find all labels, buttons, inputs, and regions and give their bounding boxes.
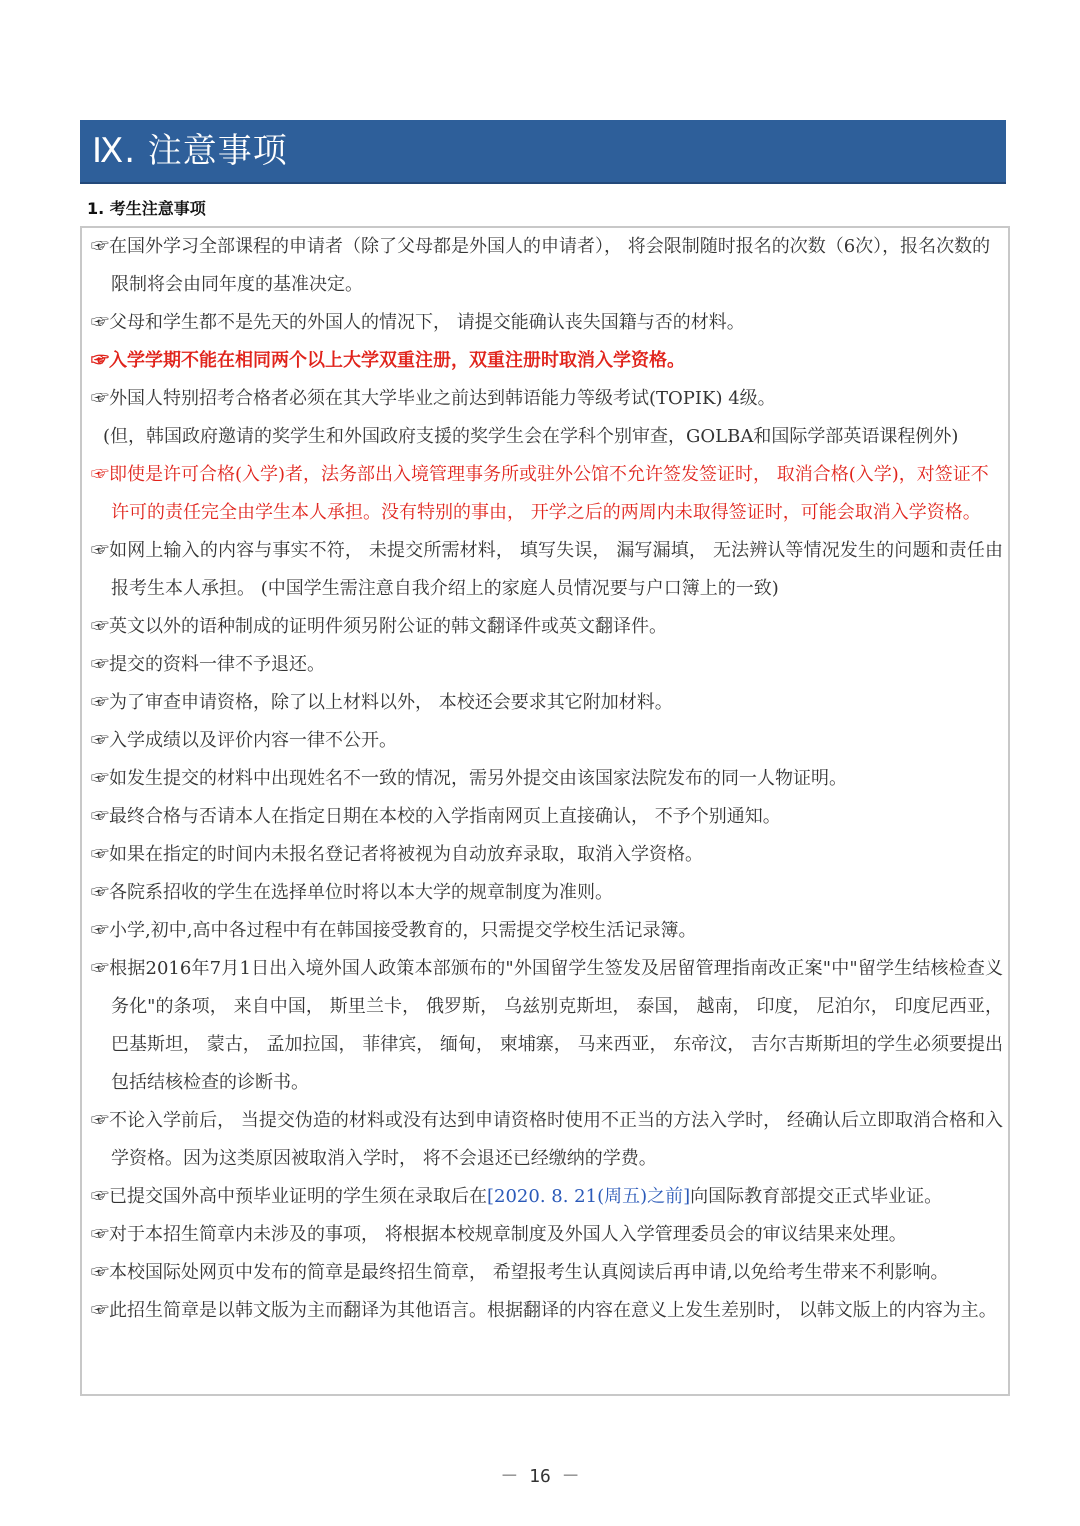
note-item: ☞小学,初中,高中各过程中有在韩国接受教育的，只需提交学校生活记录簿。 [91, 920, 697, 941]
note-item: ☞对于本招生简章内未涉及的事项， 将根据本校规章制度及外国人入学管理委员会的审议结果来处理。 [91, 1224, 907, 1245]
note-item: ☞即使是许可合格(入学)者，法务部出入境管理事务所或驻外公馆不允许签发签证时， 取消合格(入学)，对签证不许可的责任完全由学生本人承担。没有特别的事由， 开学之后的两周内未取得签证时，可能会取消入学资格。 [91, 464, 989, 523]
note-item: ☞根据2016年7月1日出入境外国人政策本部颁布的"外国留学生签发及居留管理指南改正案"中"留学生结核检查义务化"的条项， 来自中国， 斯里兰卡， 俄罗斯， 乌兹别克斯坦， 泰国， 越南， 印度， 尼泊尔， 印度尼西亚， 巴基斯坦， 蒙古， 孟加拉国， 菲律宾， 缅甸， 柬埔寨， 马来西亚， 东帝汶， 吉尔吉斯斯坦的学生必须要提出包括结核检查的诊断书。 [91, 958, 1003, 1093]
note-item: (但，韩国政府邀请的奖学生和外国政府支援的奖学生会在学科个别审查，GOLBA和国际学部英语课程例外) [103, 426, 959, 447]
note-item: ☞如果在指定的时间内未报名登记者将被视为自动放弃录取，取消入学资格。 [91, 844, 703, 865]
note-item: ☞如网上输入的内容与事实不符， 未提交所需材料， 填写失误， 漏写漏填， 无法辨认等情况发生的问题和责任由报考生本人承担。 (中国学生需注意自我介绍上的家庭人员情况要与户口簿上的一致) [91, 540, 1003, 599]
note-text: ☞已提交国外高中预毕业证明的学生须在录取后在 [91, 1186, 487, 1207]
section-title: Ⅸ. 注意事项 [92, 131, 288, 171]
note-item: ☞各院系招收的学生在选择单位时将以本大学的规章制度为准则。 [91, 882, 613, 903]
notes-box [80, 226, 1010, 1396]
note-item: ☞入学学期不能在相同两个以上大学双重注册，双重注册时取消入学资格。 [91, 350, 685, 371]
section-subtitle: 1. 考生注意事项 [87, 199, 206, 218]
note-item: ☞不论入学前后， 当提交伪造的材料或没有达到申请资格时使用不正当的方法入学时， 经确认后立即取消合格和入学资格。因为这类原因被取消入学时， 将不会退还已经缴纳的学费。 [91, 1110, 1003, 1169]
note-item: ☞提交的资料一律不予退还。 [91, 654, 325, 675]
note-text: 向国际教育部提交正式毕业证。 [690, 1186, 943, 1207]
note-item: ☞此招生简章是以韩文版为主而翻译为其他语言。根据翻译的内容在意义上发生差别时， 以韩文版上的内容为主。 [91, 1300, 997, 1321]
notes-list [91, 228, 1003, 1330]
section-banner [80, 120, 1006, 184]
note-item [91, 1178, 1003, 1216]
note-item: ☞在国外学习全部课程的申请者（除了父母都是外国人的申请者）， 将会限制随时报名的次数（6次），报名次数的限制将会由同年度的基准决定。 [91, 236, 991, 295]
note-item: ☞最终合格与否请本人在指定日期在本校的入学指南网页上直接确认， 不予个别通知。 [91, 806, 781, 827]
note-item: ☞入学成绩以及评价内容一律不公开。 [91, 730, 397, 751]
page-number: － 16 － [500, 1466, 580, 1487]
note-item: ☞外国人特别招考合格者必须在其大学毕业之前达到韩语能力等级考试(TOPIK) 4级。 [91, 388, 776, 409]
note-item: ☞如发生提交的材料中出现姓名不一致的情况，需另外提交由该国家法院发布的同一人物证明。 [91, 768, 847, 789]
note-item: ☞本校国际处网页中发布的简章是最终招生简章， 希望报考生认真阅读后再申请,以免给考生带来不利影响。 [91, 1262, 949, 1283]
note-item: ☞父母和学生都不是先天的外国人的情况下， 请提交能确认丧失国籍与否的材料。 [91, 312, 745, 333]
note-item: ☞为了审查申请资格，除了以上材料以外， 本校还会要求其它附加材料。 [91, 692, 673, 713]
note-item: ☞英文以外的语种制成的证明件须另附公证的韩文翻译件或英文翻译件。 [91, 616, 667, 637]
deadline-date: [2020. 8. 21(周五)之前] [487, 1186, 691, 1207]
